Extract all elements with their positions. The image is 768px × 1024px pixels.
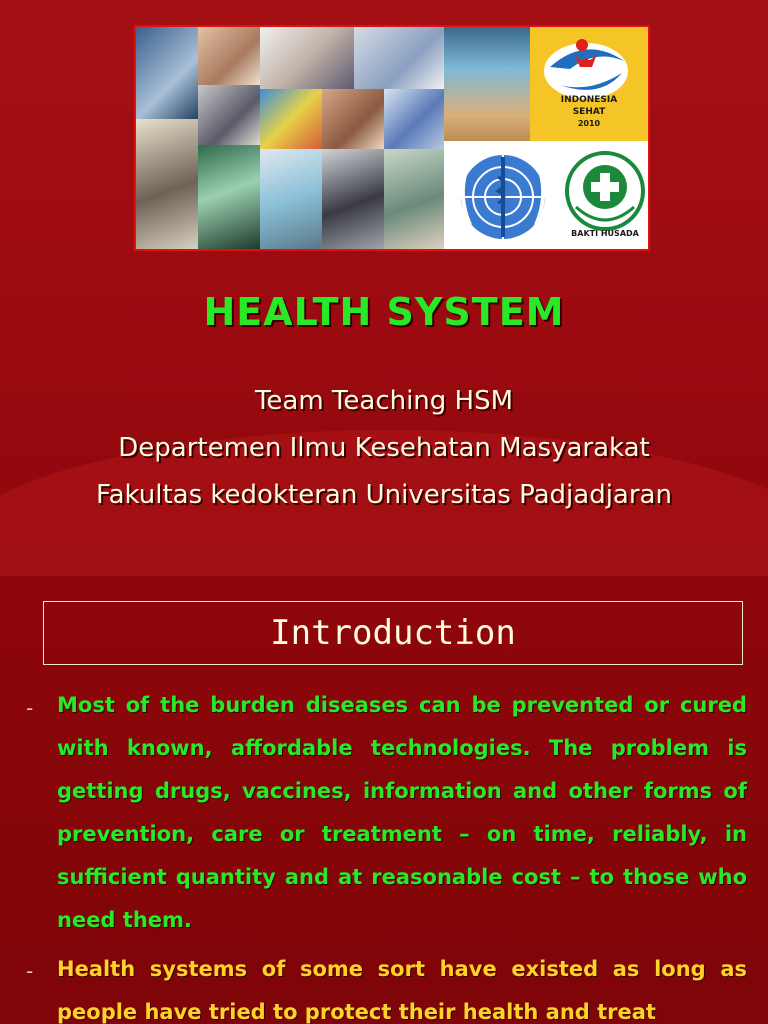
photo-tile-nurses — [260, 27, 354, 89]
who-globe-icon — [444, 141, 562, 249]
photo-tile-cells — [384, 89, 444, 149]
bakti-husada-emblem — [562, 141, 648, 249]
photo-tile-lab — [354, 27, 444, 89]
indonesia-sehat-line2: SEHAT — [572, 107, 606, 117]
introduction-slide — [0, 576, 768, 1024]
photo-tile-patient — [198, 27, 260, 85]
photo-tile-xray — [136, 119, 198, 249]
photo-tile-stethoscope — [322, 149, 384, 249]
photo-tile-surgery — [384, 149, 444, 249]
paragraph-2: Health systems of some sort have existed as long as people have tried to protect their health and treat — [57, 957, 747, 1024]
photo-tile-ecg — [260, 149, 322, 249]
subtitle-department: Departemen Ilmu Kesehatan Masyarakat — [118, 433, 650, 463]
photo-tile-caduceus — [136, 27, 198, 119]
indonesia-sehat-line1: INDONESIA — [560, 95, 618, 105]
photo-tile-microscope — [198, 85, 260, 145]
photo-tile-pills — [260, 89, 322, 149]
paragraph-1: Most of the burden diseases can be prevented or cured with known, affordable technologies. The problem is getting drugs, vaccines, information and other forms of prevention, care or treatment – on time, reliably, in sufficient quantity and at reasonable cost – to those who need them. — [57, 693, 747, 932]
photo-tile-testtubes — [444, 27, 530, 145]
bullet-marker-1: - — [26, 696, 34, 720]
who-emblem — [444, 141, 562, 249]
subtitle-faculty: Fakultas kedokteran Universitas Padjadjaran — [96, 480, 672, 510]
indonesia-sehat-line3: 2010 — [577, 119, 601, 128]
photo-tile-hands — [322, 89, 384, 149]
intro-heading-box — [43, 601, 743, 665]
bullet-marker-2: - — [26, 959, 34, 983]
indonesia-sehat-logo — [530, 27, 648, 141]
intro-heading: Introduction — [270, 613, 516, 653]
bakti-husada-label: BAKTI HUSADA — [571, 229, 639, 238]
subtitle-team: Team Teaching HSM — [254, 386, 514, 416]
health-collage-image — [134, 25, 650, 251]
photo-tile-bottles — [198, 145, 260, 249]
slide-title: HEALTH SYSTEM — [203, 290, 565, 334]
